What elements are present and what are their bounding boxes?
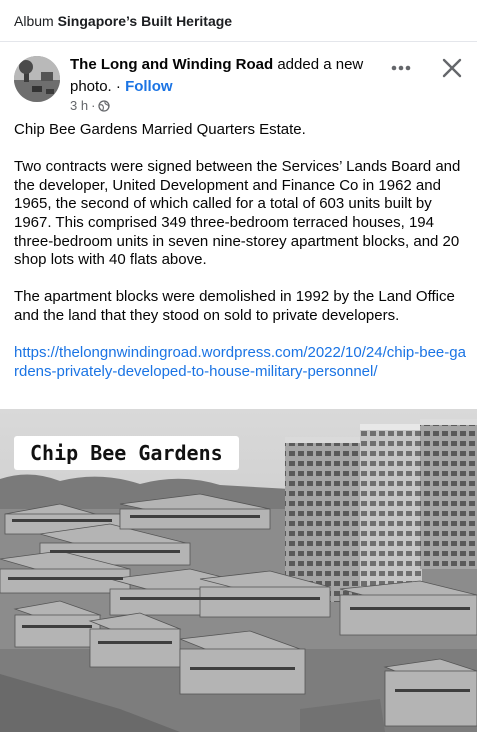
separator-dot: ·	[115, 78, 121, 95]
post-photo[interactable]	[0, 409, 477, 732]
globe-icon	[98, 100, 110, 112]
follow-button[interactable]: Follow	[125, 78, 173, 95]
close-button[interactable]	[440, 56, 464, 80]
post-paragraph-1: Two contracts were signed between the Services’ Lands Board and the developer, United Development and Finance Co in 1962 and 1965, the second of which called for a total of 603 units built by 1967. This comprised 349 three-bedroom terraced houses, 194 three-bedroom units in seven nine-storey apartment blocks, and 20 shop lots with 40 flats above.	[14, 158, 461, 269]
post-meta	[70, 98, 110, 113]
album-name-link[interactable]: Singapore’s Built Heritage	[57, 13, 233, 29]
album-prefix: Album	[14, 13, 54, 29]
post-title-line: Chip Bee Gardens Married Quarters Estate.	[14, 121, 306, 138]
album-header	[0, 0, 477, 42]
article-link[interactable]: https://thelongnwindingroad.wordpress.com/2022/10/24/chip-bee-gardens-privately-developed-to-house-military-personnel/	[14, 344, 466, 380]
post-paragraph-2: The apartment blocks were demolished in 1992 by the Land Office and the land that they stood on sold to private developers.	[14, 288, 455, 324]
post-header	[70, 54, 380, 98]
reactions-footer	[0, 732, 477, 750]
post-time[interactable]: 3 h	[70, 98, 89, 113]
post-action-text: added a new photo.	[70, 56, 364, 95]
photo-caption: Chip Bee Gardens	[14, 436, 239, 470]
close-icon	[440, 56, 464, 80]
page-avatar[interactable]	[14, 56, 60, 102]
meta-dot: ·	[91, 98, 96, 113]
more-options-button[interactable]	[387, 56, 415, 80]
page-name-link[interactable]: The Long and Winding Road	[70, 56, 274, 73]
more-options-icon	[387, 56, 415, 80]
post-body	[14, 121, 469, 400]
avatar-photo	[14, 56, 60, 102]
